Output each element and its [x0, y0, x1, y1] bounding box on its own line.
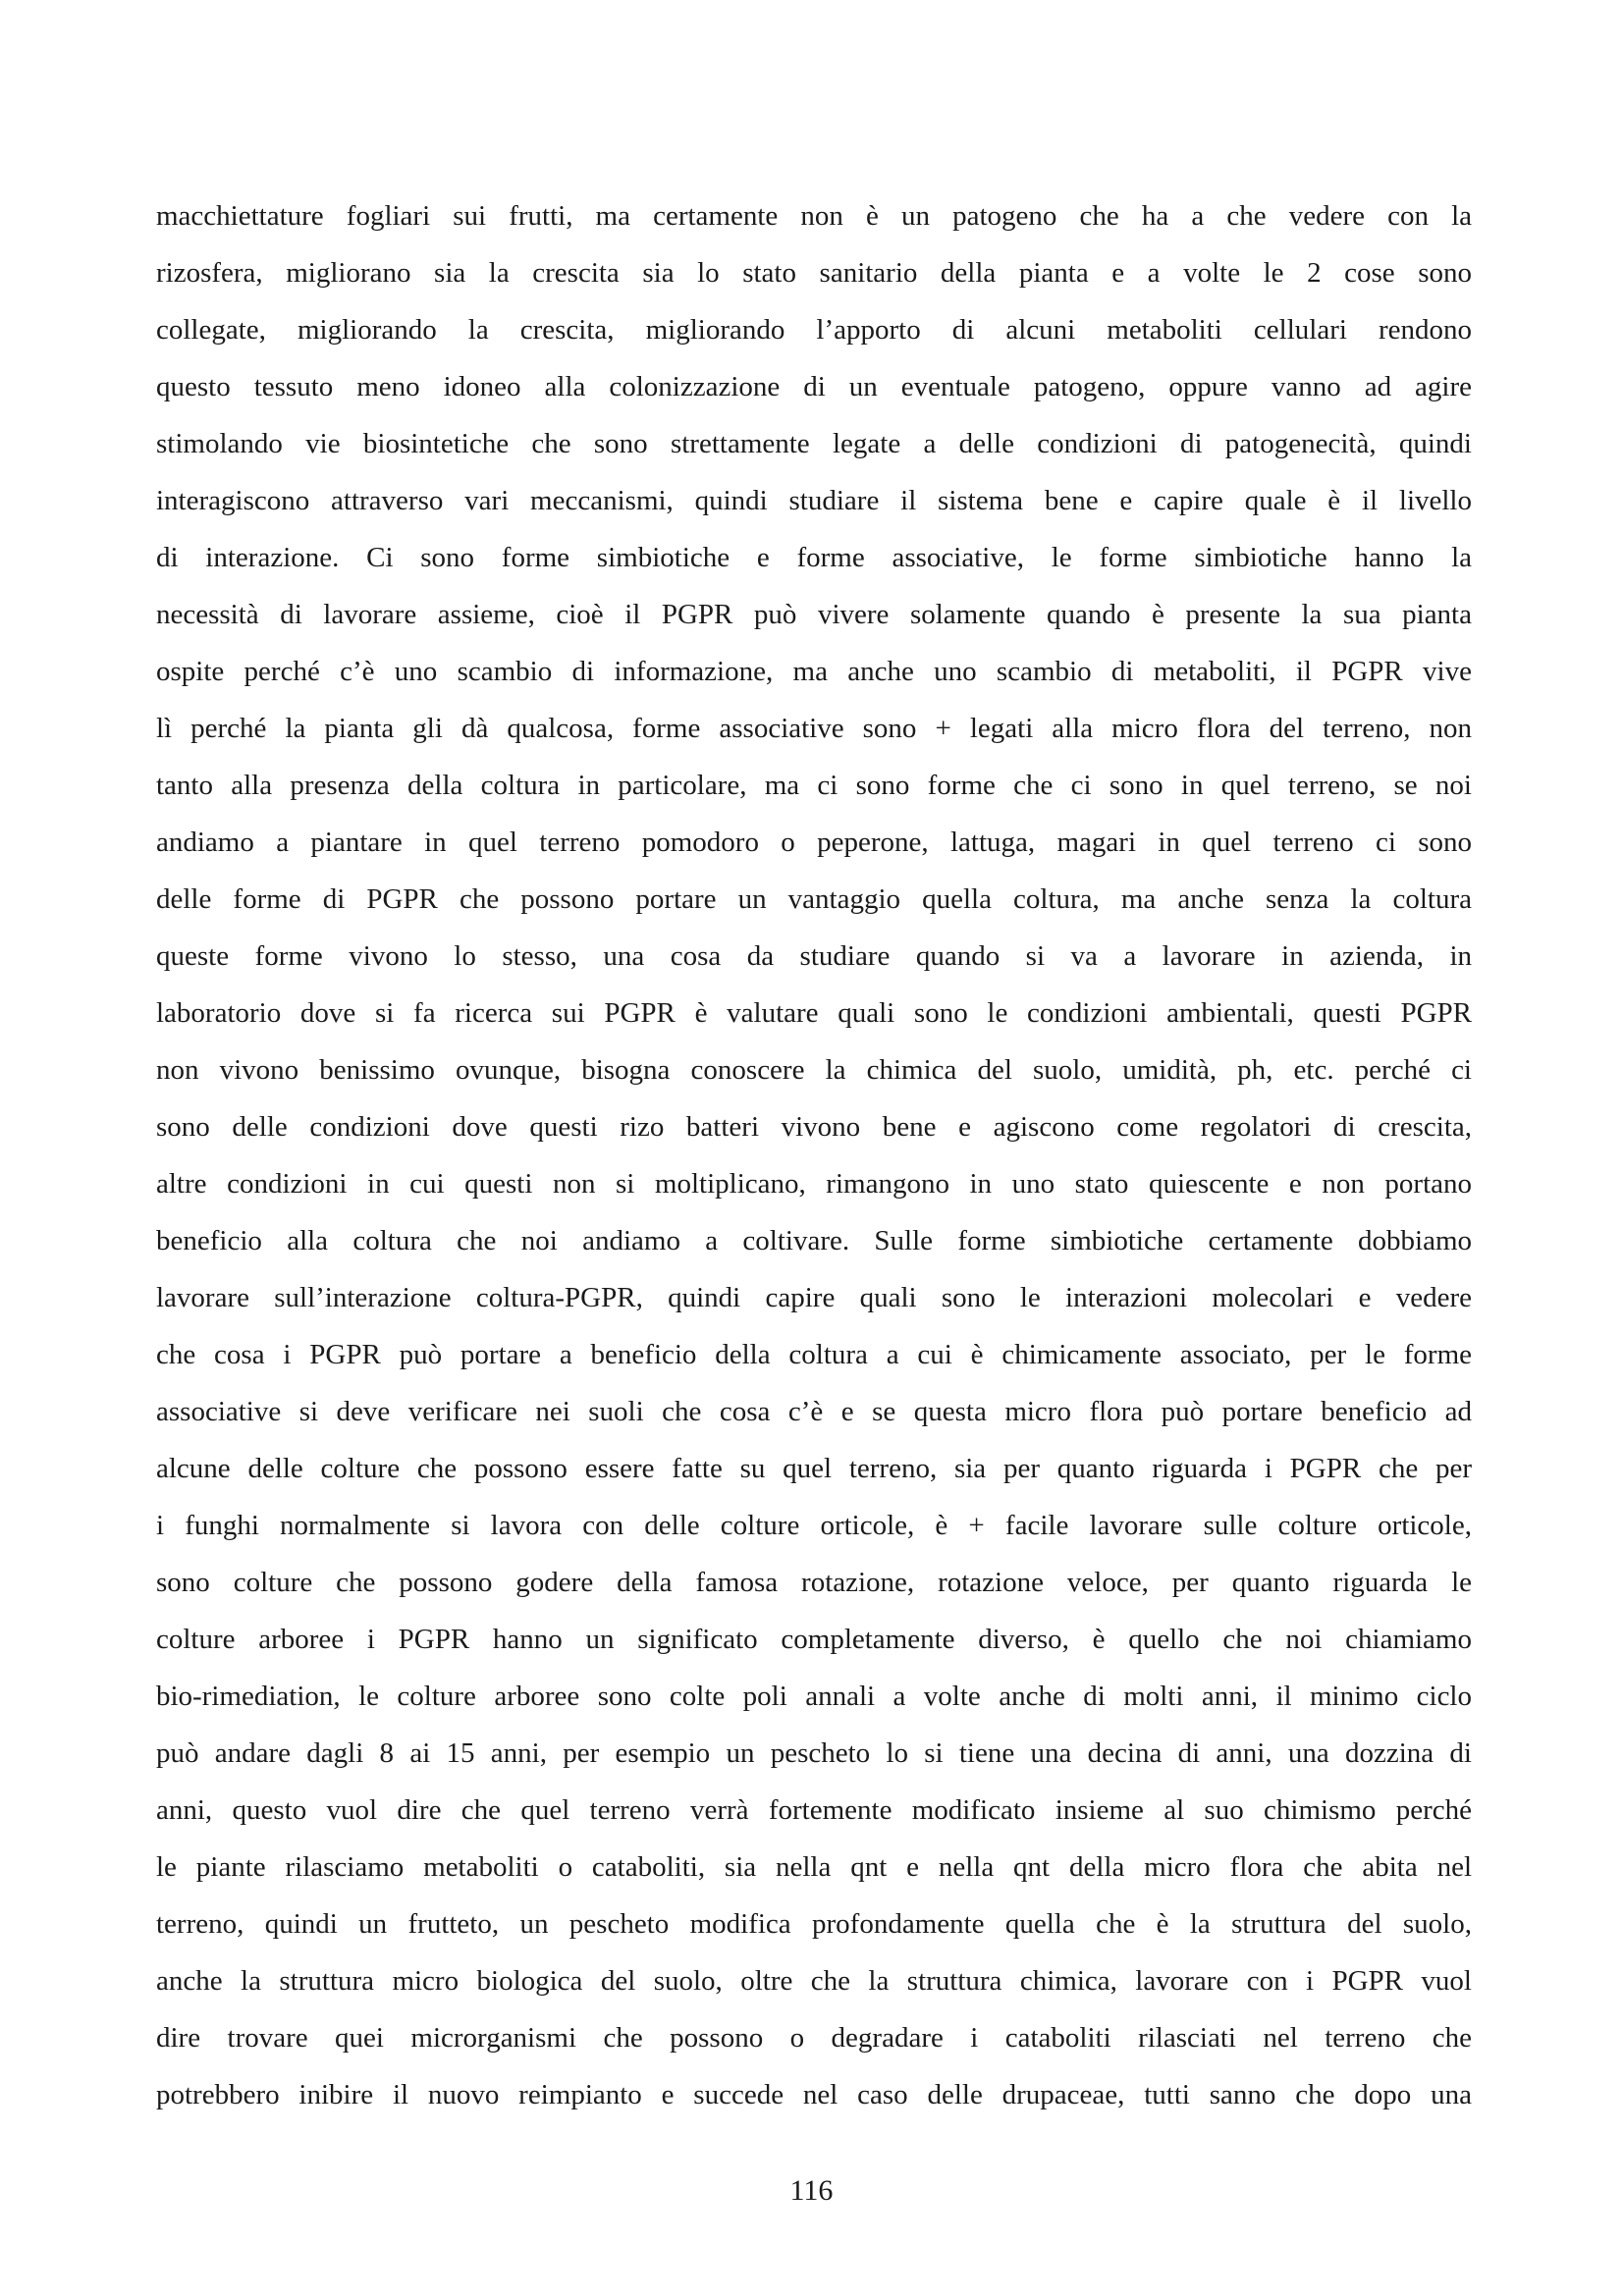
text-line: lì perché la pianta gli dà qualcosa, forme associative sono + legati alla micro flora del terreno, non [156, 713, 1472, 744]
text-line: tanto alla presenza della coltura in particolare, ma ci sono forme che ci sono in quel terreno, se noi [156, 770, 1472, 801]
page-number: 116 [789, 2174, 834, 2207]
text-line: rizosfera, migliorano sia la crescita sia lo stato sanitario della pianta e a volte le 2 cose sono [156, 257, 1472, 289]
text-line: anni, questo vuol dire che quel terreno verrà fortemente modificato insieme al suo chimismo perché [156, 1794, 1472, 1826]
text-line: delle forme di PGPR che possono portare un vantaggio quella coltura, ma anche senza la coltura [156, 883, 1472, 915]
text-line: beneficio alla coltura che noi andiamo a coltivare. Sulle forme simbiotiche certamente dobbiamo [156, 1225, 1472, 1256]
text-line: collegate, migliorando la crescita, migliorando l’apporto di alcuni metaboliti cellulari rendono [156, 314, 1472, 346]
text-line: altre condizioni in cui questi non si moltiplicano, rimangono in uno stato quiescente e non portano [156, 1168, 1472, 1200]
text-line: stimolando vie biosintetiche che sono strettamente legate a delle condizioni di patogenecità, quindi [156, 428, 1472, 459]
text-line: ospite perché c’è uno scambio di informazione, ma anche uno scambio di metaboliti, il PGPR vive [156, 656, 1472, 687]
body-text [156, 194, 1472, 2130]
text-line: queste forme vivono lo stesso, una cosa da studiare quando si va a lavorare in azienda, in [156, 940, 1472, 972]
text-line: sono delle condizioni dove questi rizo batteri vivono bene e agiscono come regolatori di crescita, [156, 1111, 1472, 1143]
text-line: bio-rimediation, le colture arboree sono colte poli annali a volte anche di molti anni, il minimo ciclo [156, 1681, 1472, 1712]
text-line: associative si deve verificare nei suoli che cosa c’è e se questa micro flora può portare beneficio ad [156, 1396, 1472, 1427]
text-line: può andare dagli 8 ai 15 anni, per esempio un pescheto lo si tiene una decina di anni, una dozzina di [156, 1737, 1472, 1769]
text-line: di interazione. Ci sono forme simbiotiche e forme associative, le forme simbiotiche hanno la [156, 542, 1472, 573]
text-line: macchiettature fogliari sui frutti, ma certamente non è un patogeno che ha a che vedere con la [156, 200, 1472, 232]
text-line: anche la struttura micro biologica del suolo, oltre che la struttura chimica, lavorare con i PGPR vuol [156, 1965, 1472, 1997]
text-line: alcune delle colture che possono essere fatte su quel terreno, sia per quanto riguarda i PGPR che per [156, 1453, 1472, 1484]
text-line: questo tessuto meno idoneo alla colonizzazione di un eventuale patogeno, oppure vanno ad agire [156, 371, 1472, 402]
text-line: potrebbero inibire il nuovo reimpianto e succede nel caso delle drupaceae, tutti sanno che dopo una [156, 2079, 1472, 2110]
text-line: terreno, quindi un frutteto, un pescheto modifica profondamente quella che è la struttura del suolo, [156, 1908, 1472, 1940]
text-line: le piante rilasciamo metaboliti o cataboliti, sia nella qnt e nella qnt della micro flora che abita nel [156, 1851, 1472, 1883]
text-line: laboratorio dove si fa ricerca sui PGPR è valutare quali sono le condizioni ambientali, questi PGPR [156, 997, 1472, 1029]
text-line: dire trovare quei microrganismi che possono o degradare i cataboliti rilasciati nel terreno che [156, 2022, 1472, 2054]
text-line: andiamo a piantare in quel terreno pomodoro o peperone, lattuga, magari in quel terreno ci sono [156, 827, 1472, 858]
text-line: necessità di lavorare assieme, cioè il PGPR può vivere solamente quando è presente la sua pianta [156, 599, 1472, 630]
text-line: interagiscono attraverso vari meccanismi, quindi studiare il sistema bene e capire quale è il livello [156, 485, 1472, 516]
text-line: i funghi normalmente si lavora con delle colture orticole, è + facile lavorare sulle colture orticole, [156, 1510, 1472, 1541]
text-line: non vivono benissimo ovunque, bisogna conoscere la chimica del suolo, umidità, ph, etc. perché ci [156, 1054, 1472, 1086]
text-line: colture arboree i PGPR hanno un significato completamente diverso, è quello che noi chiamiamo [156, 1624, 1472, 1655]
text-line: sono colture che possono godere della famosa rotazione, rotazione veloce, per quanto riguarda le [156, 1567, 1472, 1598]
text-line: lavorare sull’interazione coltura-PGPR, quindi capire quali sono le interazioni molecolari e vedere [156, 1282, 1472, 1313]
text-line: che cosa i PGPR può portare a beneficio della coltura a cui è chimicamente associato, per le forme [156, 1339, 1472, 1370]
